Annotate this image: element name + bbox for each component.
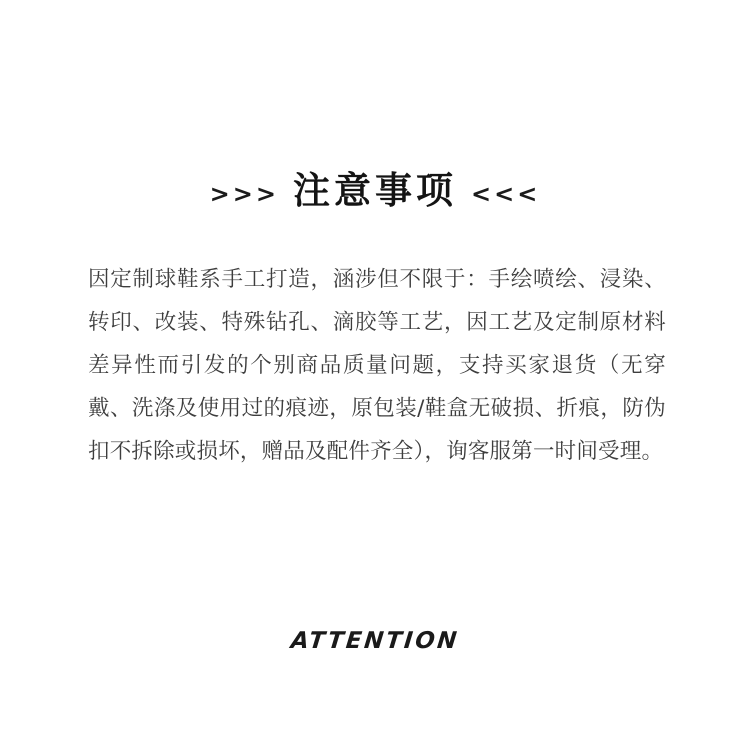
heading-row <box>0 169 750 212</box>
page-title: 注意事项 <box>293 169 457 212</box>
left-chevron-marker-icon: >>> <box>209 179 279 208</box>
notice-body-text: 因定制球鞋系手工打造，涵涉但不限于：手绘喷绘、浸染、转印、改装、特殊钻孔、滴胶等工艺，因工艺及定制原材料差异性而引发的个别商品质量问题，支持买家退货（无穿戴、洗涤及使用过的痕迹，原包装/鞋盒无破损、折痕，防伪扣不拆除或损坏，赠品及配件齐全），询客服第一时间受理。 <box>88 267 666 464</box>
right-chevron-marker-icon: <<< <box>471 179 541 208</box>
footer-wordmark: ATTENTION <box>289 628 461 654</box>
